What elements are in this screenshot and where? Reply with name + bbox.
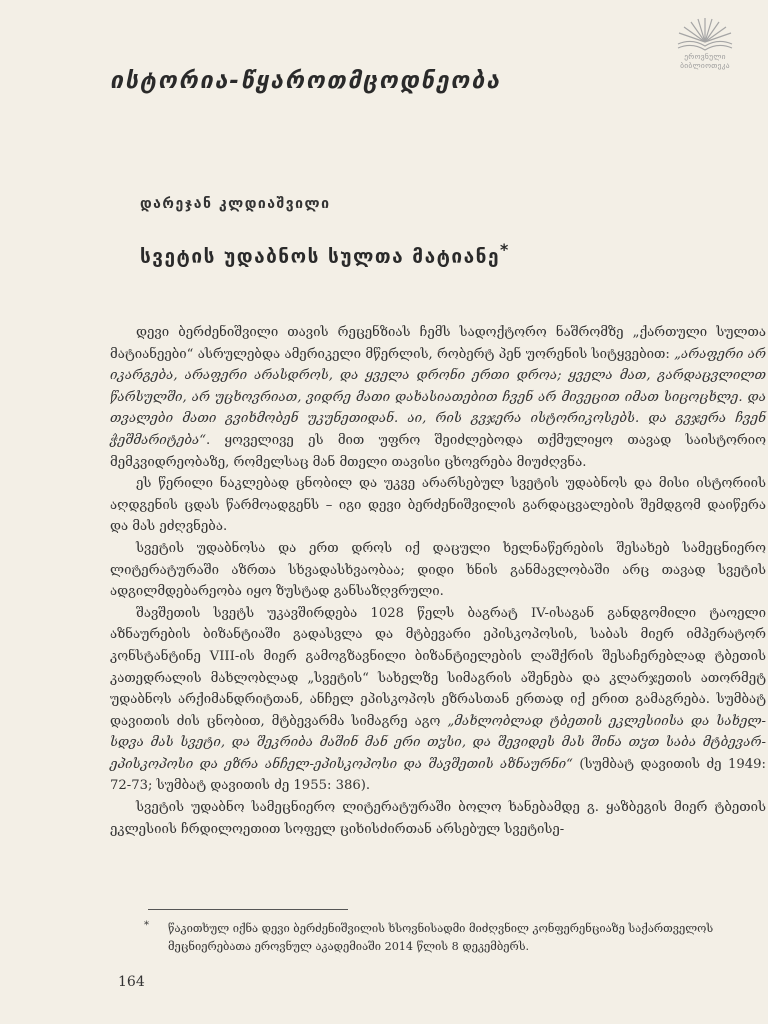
paragraph-1-text: დევი ბერძენიშვილი თავის რეცენზიას ჩემს სადოქტორო ნაშრომზე „ქართული სულთა მატიანეები“ ასრულებდა ამერიკელი მწერლის, რობერტ პენ უორენის სიტყვებით: (110, 325, 766, 362)
paragraph-3 (110, 538, 766, 603)
paragraph-2-text: ეს წერილი ნაკლებად ცნობილ და უკვე არარსებულ სვეტის უდაბნოს და მისი ისტორიის აღდგენის ცდას წარმოადგენს – იგი დევი ბერძენიშვილის გარდაცვალების შემდგომ დაიწერა და მას ეძღვნება. (110, 476, 766, 535)
paragraph-4 (110, 603, 766, 797)
paragraph-4-quote: „მახლობლად ტბეთის ეკლესიისა და სახელ-სდვა მას სვეტი, და შეკრიბა მაშინ მან ერი თჳსი, და შევიდეს მას შინა თჳთ საბა მტბევარ-ეპისკოპოსი და ეზრა ანჩელ-ეპისკოპოსი და შავშეთის აზნაურნი“ (110, 713, 766, 772)
paragraph-5 (110, 797, 766, 840)
author-name: დარეჯან კლდიაშვილი (140, 196, 331, 212)
footnote-divider (148, 909, 348, 910)
title-footnote-mark: * (499, 240, 510, 259)
page-number: 164 (118, 974, 145, 990)
footnote-mark: * (144, 920, 149, 931)
library-logo (662, 14, 748, 70)
section-heading: ისტორია-წყაროთმცოდნეობა (110, 68, 501, 94)
paragraph-1 (110, 322, 766, 473)
article-title-text: სვეტის უდაბნოს სულთა მატიანე (140, 245, 500, 268)
paragraph-4-text: შავშეთის სვეტს უკავშირდება 1028 წელს ბაგრატ IV-ისაგან განდგომილი ტაოელი აზნაურების ბიზანტიაში გადასვლა და მტბევარი ეპისკოპოსის, საბას მიერ იმპერატორ კონსტანტინე VIII-ის მიერ გამოგზავნილი ბიზანტიელების ლაშქრის შესაჩერებლად ტბეთის კათედრალის მახლობლად „სვეტის“ სახელზე სიმაგრის აშენება და კლარჯეთის ათორმეტ უდაბნოს არქიმანდრიტთან, ანჩელ ეპისკოპოს ეზრასთან ერთად იქ ერით გამაგრება. სუმბატ დავითის ძის ცნობით, მტბევარმა სიმაგრე აგო (110, 605, 766, 729)
open-book-rays-icon (674, 14, 736, 52)
paragraph-2 (110, 473, 766, 538)
footnote (144, 920, 764, 956)
article-body (110, 322, 766, 840)
logo-text-line1: ეროვნული (684, 52, 726, 61)
logo-text-line2: ბიბლიოთეკა (680, 61, 730, 70)
article-title (140, 240, 510, 267)
paragraph-4-citation: (სუმბატ დავითის ძე 1949: 72-73; სუმბატ დავითის ძე 1955: 386). (110, 756, 766, 794)
paragraph-5-text: სვეტის უდაბნო სამეცნიერო ლიტერატურაში ბოლო ხანებამდე გ. ყაზბეგის მიერ ტბეთის ეკლესიის ჩრდილოეთით სოფელ ციხისძირთან არსებულ სვეტისე- (110, 800, 766, 837)
paragraph-1-text-end: . ყოველივე ეს მით უფრო შეიძლებოდა თქმულიყო თავად საისტორიო მემკვიდრეობაზე, რომელსაც მან მთელი თავისი ცხოვრება მიუძღვნა. (110, 432, 766, 470)
paragraph-3-text: სვეტის უდაბნოსა და ერთ დროს იქ დაცული ხელნაწერების შესახებ სამეცნიერო ლიტერატურაში აზრთა სხვადასხვაობაა; დიდი ხნის განმავლობაში არც თავად სვეტის ადგილმდებარეობა იყო ზუსტად განსაზღვრული. (110, 540, 766, 600)
footnote-text: წაკითხულ იქნა დევი ბერძენიშვილის ხსოვნისადმი მიძღვნილ კონფერენციაზე საქართველოს მეცნიერებათა ეროვნულ აკადემიაში 2014 წლის 8 დეკემბერს. (168, 922, 714, 953)
paragraph-1-quote: „არაფერი არ იკარგება, არაფერი არასდროს, და ყველა დრონი ერთი დროა; ყველა მათ, გარდაცვლილთ წარსულში, არ უცხოვრიათ, ვიდრე მათი დახასიათებით ჩვენ არ მივეცით იმათ სიცოცხლე. და თვალები მათი გვიხმობენ უკუნეთიდან. აი, რის გვჯერა ისტორიკოსებს. და გვჯერა ჩვენ ჭეშმარიტება“ (110, 346, 767, 448)
